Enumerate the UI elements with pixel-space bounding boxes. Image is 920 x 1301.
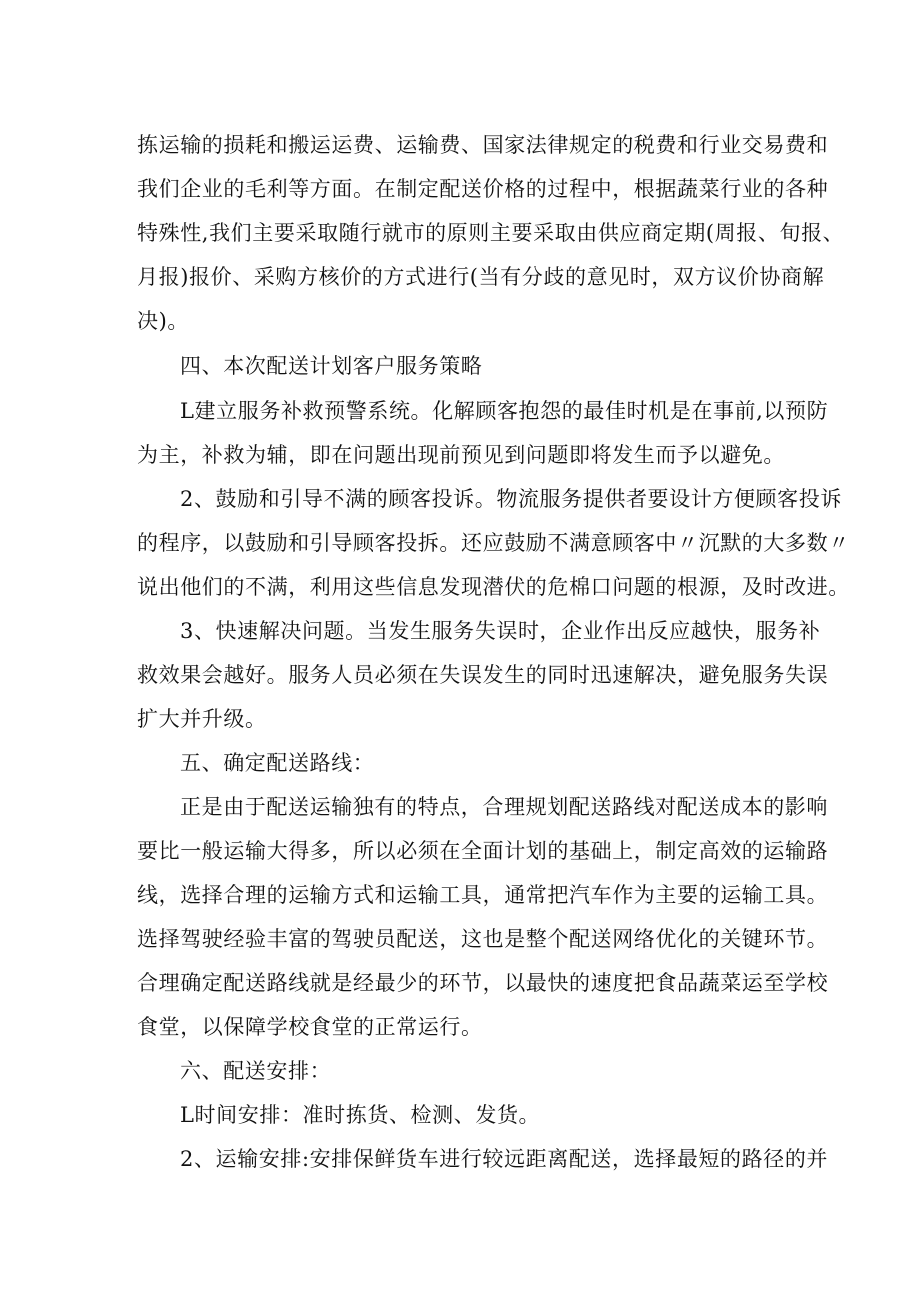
text-line: 正是由于配送运输独有的特点，合理规划配送路线对配送成本的影响 (180, 795, 828, 819)
text-line: 2、运输安排:安排保鲜货车进行较远距离配送，选择最短的路径的并 (180, 1147, 829, 1171)
text-line: 我们企业的毛利等方面。在制定配送价格的过程中，根据蔬菜行业的各种 (137, 177, 829, 201)
text-line: 扩大并升级。 (137, 707, 267, 731)
text-line: 的程序，以鼓励和引导顾客投拆。还应鼓励不满意顾客中〃沉默的大多数〃 (137, 531, 850, 555)
text-line: L建立服务补救预警系统。化解顾客抱怨的最佳时机是在事前,以预防 (180, 399, 829, 423)
text-line: 要比一般运输大得多，所以必须在全面计划的基础上，制定高效的运输路 (137, 839, 829, 863)
text-line: 拣运输的损耗和搬运运费、运输费、国家法律规定的税费和行业交易费和 (137, 133, 829, 157)
text-line: 3、快速解决问题。当发生服务失误时，企业作出反应越快，服务补 (180, 619, 821, 643)
text-line: L时间安排：准时拣货、检测、发货。 (180, 1103, 541, 1127)
text-line: 说出他们的不满，利用这些信息发现潜伏的危棉口问题的根源，及时改进。 (137, 575, 850, 599)
text-line: 食堂，以保障学校食堂的正常运行。 (137, 1015, 483, 1039)
text-line: 特殊性,我们主要采取随行就市的原则主要采取由供应商定期(周报、旬报、 (137, 221, 845, 245)
text-line: 为主，补救为辅，即在问题出现前预见到问题即将发生而予以避免。 (137, 443, 785, 467)
section-heading: 六、配送安排： (180, 1059, 332, 1083)
text-line: 合理确定配送路线就是经最少的环节，以最快的速度把食品蔬菜运至学校 (137, 971, 829, 995)
section-heading: 四、本次配送计划客户服务策略 (180, 354, 483, 378)
text-line: 选择驾驶经验丰富的驾驶员配送，这也是整个配送网络优化的关键环节。 (137, 927, 829, 951)
text-line: 月报)报价、采购方核价的方式进行(当有分歧的意见时，双方议价协商解 (137, 265, 825, 289)
text-line: 救效果会越好。服务人员必须在失误发生的同时迅速解决，避免服务失误 (137, 663, 829, 687)
text-line: 决)。 (137, 309, 189, 333)
text-line: 2、鼓励和引导不满的顾客投诉。物流服务提供者要设计方便顾客投诉 (180, 487, 842, 511)
text-line: 线，选择合理的运输方式和运输工具，通常把汽车作为主要的运输工具。 (137, 883, 829, 907)
section-heading: 五、确定配送路线： (180, 751, 375, 775)
